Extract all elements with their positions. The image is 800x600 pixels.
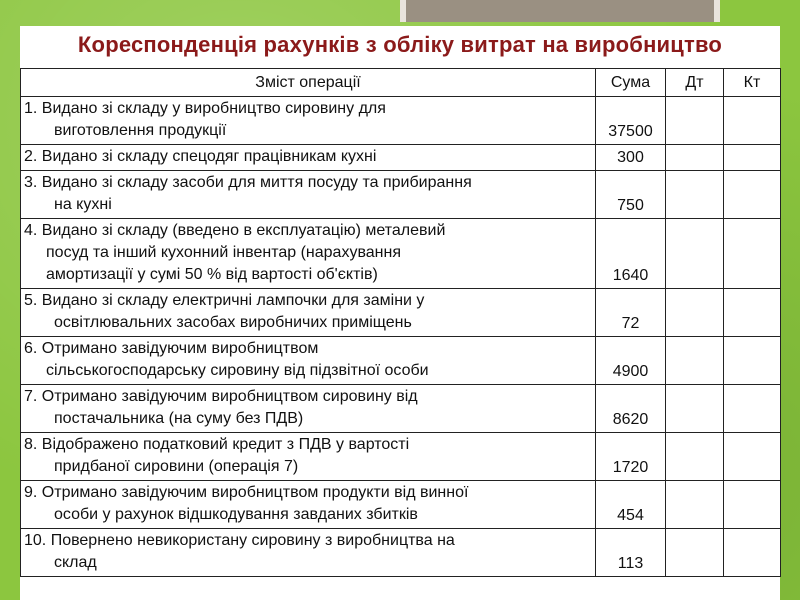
operation-cell	[21, 219, 596, 289]
operation-text: 8. Відображено податковий кредит з ПДВ у вартості	[24, 436, 410, 453]
credit-cell	[724, 289, 781, 337]
operation-cell	[21, 145, 596, 171]
sum-cell: 4900	[596, 337, 666, 385]
sum-cell: 8620	[596, 385, 666, 433]
credit-cell	[724, 219, 781, 289]
credit-cell	[724, 529, 781, 577]
credit-cell	[724, 171, 781, 219]
operation-text: освітлювальних засобах виробничих приміщень	[54, 314, 412, 331]
sum-cell: 113	[596, 529, 666, 577]
operation-text: посуд та інший кухонний інвентар (нарахування	[46, 244, 401, 261]
operation-text: 7. Отримано завідуючим виробництвом сировину від	[24, 388, 418, 405]
debit-cell	[666, 145, 724, 171]
credit-cell	[724, 145, 781, 171]
table-header-row	[21, 69, 781, 97]
operation-text: 9. Отримано завідуючим виробництвом продукти від винної	[24, 484, 469, 501]
decorative-top-tab	[400, 0, 720, 22]
operation-text: особи у рахунок відшкодування завданих збитків	[54, 506, 418, 523]
sum-cell: 1720	[596, 433, 666, 481]
operation-cell	[21, 171, 596, 219]
operation-text: 5. Видано зі складу електричні лампочки для заміни у	[24, 292, 425, 309]
sum-cell: 454	[596, 481, 666, 529]
debit-cell	[666, 385, 724, 433]
operation-text: придбаної сировини (операція 7)	[54, 458, 299, 475]
slide	[20, 26, 780, 600]
operation-text: склад	[54, 554, 97, 571]
debit-cell	[666, 219, 724, 289]
debit-cell	[666, 97, 724, 145]
operation-cell	[21, 481, 596, 529]
operation-text: виготовлення продукції	[54, 122, 227, 139]
operation-cell	[21, 385, 596, 433]
header-credit: Кт	[724, 69, 781, 97]
sum-cell: 1640	[596, 219, 666, 289]
operation-text: 2. Видано зі складу спецодяг працівникам кухні	[24, 148, 377, 165]
debit-cell	[666, 529, 724, 577]
operation-text: 4. Видано зі складу (введено в експлуатацію) металевий	[24, 222, 446, 239]
sum-cell: 300	[596, 145, 666, 171]
credit-cell	[724, 433, 781, 481]
header-sum: Сума	[596, 69, 666, 97]
table-row	[21, 529, 781, 577]
table-row	[21, 97, 781, 145]
operation-text: 3. Видано зі складу засоби для миття посуду та прибирання	[24, 174, 472, 191]
operation-text: постачальника (на суму без ПДВ)	[54, 410, 304, 427]
operation-text: сільськогосподарську сировину від підзвітної особи	[46, 362, 429, 379]
credit-cell	[724, 337, 781, 385]
debit-cell	[666, 289, 724, 337]
debit-cell	[666, 433, 724, 481]
operation-cell	[21, 529, 596, 577]
header-operation: Зміст операції	[21, 69, 596, 97]
operation-cell	[21, 337, 596, 385]
table-row	[21, 433, 781, 481]
slide-title: Кореспонденція рахунків з обліку витрат на виробництво	[77, 32, 723, 57]
debit-cell	[666, 171, 724, 219]
sum-cell: 37500	[596, 97, 666, 145]
operation-text: 1. Видано зі складу у виробництво сировину для	[24, 100, 386, 117]
credit-cell	[724, 97, 781, 145]
operation-cell	[21, 289, 596, 337]
table-row	[21, 481, 781, 529]
debit-cell	[666, 337, 724, 385]
sum-cell: 750	[596, 171, 666, 219]
operation-text: на кухні	[54, 196, 112, 213]
operation-text: 10. Повернено невикористану сировину з виробництва на	[24, 532, 455, 549]
table-row	[21, 219, 781, 289]
header-debit: Дт	[666, 69, 724, 97]
table-row	[21, 385, 781, 433]
operation-cell	[21, 433, 596, 481]
operation-text: 6. Отримано завідуючим виробництвом	[24, 340, 319, 357]
debit-cell	[666, 481, 724, 529]
table-row	[21, 171, 781, 219]
credit-cell	[724, 481, 781, 529]
operations-table	[20, 68, 781, 577]
table-row	[21, 337, 781, 385]
table-row	[21, 289, 781, 337]
sum-cell: 72	[596, 289, 666, 337]
operation-text: амортизації у сумі 50 % від вартості об'єктів)	[46, 266, 378, 283]
table-row	[21, 145, 781, 171]
operation-cell	[21, 97, 596, 145]
credit-cell	[724, 385, 781, 433]
